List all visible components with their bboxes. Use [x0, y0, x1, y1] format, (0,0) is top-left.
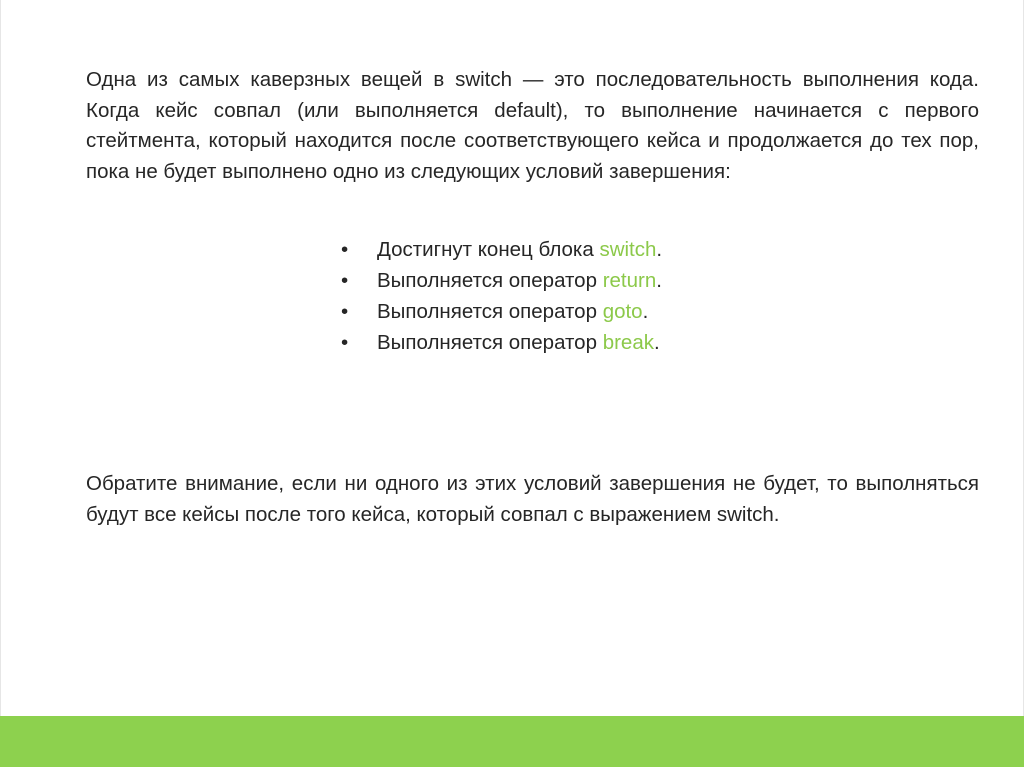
termination-conditions-list: [341, 234, 662, 358]
list-item-keyword: return: [602, 269, 657, 292]
list-item-end: .: [656, 238, 663, 261]
list-item-keyword: switch: [599, 238, 657, 261]
footer-accent-bar: [0, 716, 1024, 767]
bullet-icon: •: [341, 269, 349, 292]
bullet-icon: •: [341, 300, 349, 323]
list-item-end: .: [656, 269, 662, 292]
list-item-end: .: [653, 331, 660, 354]
list-item-keyword: goto: [602, 300, 643, 323]
list-item: [341, 234, 662, 265]
list-item: [341, 327, 662, 358]
intro-paragraph: Одна из самых каверзных вещей в switch — это последовательность выполнения кода. Когда кейс совпал (или выполняется default), то выполнение начинается с первого стейтмента, который находится после соответствующего кейса и продолжается до тех пор, пока не будет выполнено одно из следующих условий завершения:: [86, 68, 979, 183]
list-item-text: Выполняется оператор: [377, 300, 603, 323]
list-item: [341, 265, 662, 296]
bullet-icon: •: [341, 331, 349, 354]
list-item: [341, 296, 662, 327]
note-paragraph: Обратите внимание, если ни одного из этих условий завершения не будет, то выполняться будут все кейсы после того кейса, который совпал с выражением switch.: [86, 472, 979, 526]
list-item-keyword: break: [602, 331, 654, 354]
slide-left-border: [0, 0, 1, 716]
list-item-text: Выполняется оператор: [377, 269, 603, 292]
list-item-text: Достигнут конец блока: [377, 238, 600, 261]
bullet-icon: •: [341, 238, 349, 261]
list-item-text: Выполняется оператор: [377, 331, 603, 354]
list-item-end: .: [642, 300, 649, 323]
